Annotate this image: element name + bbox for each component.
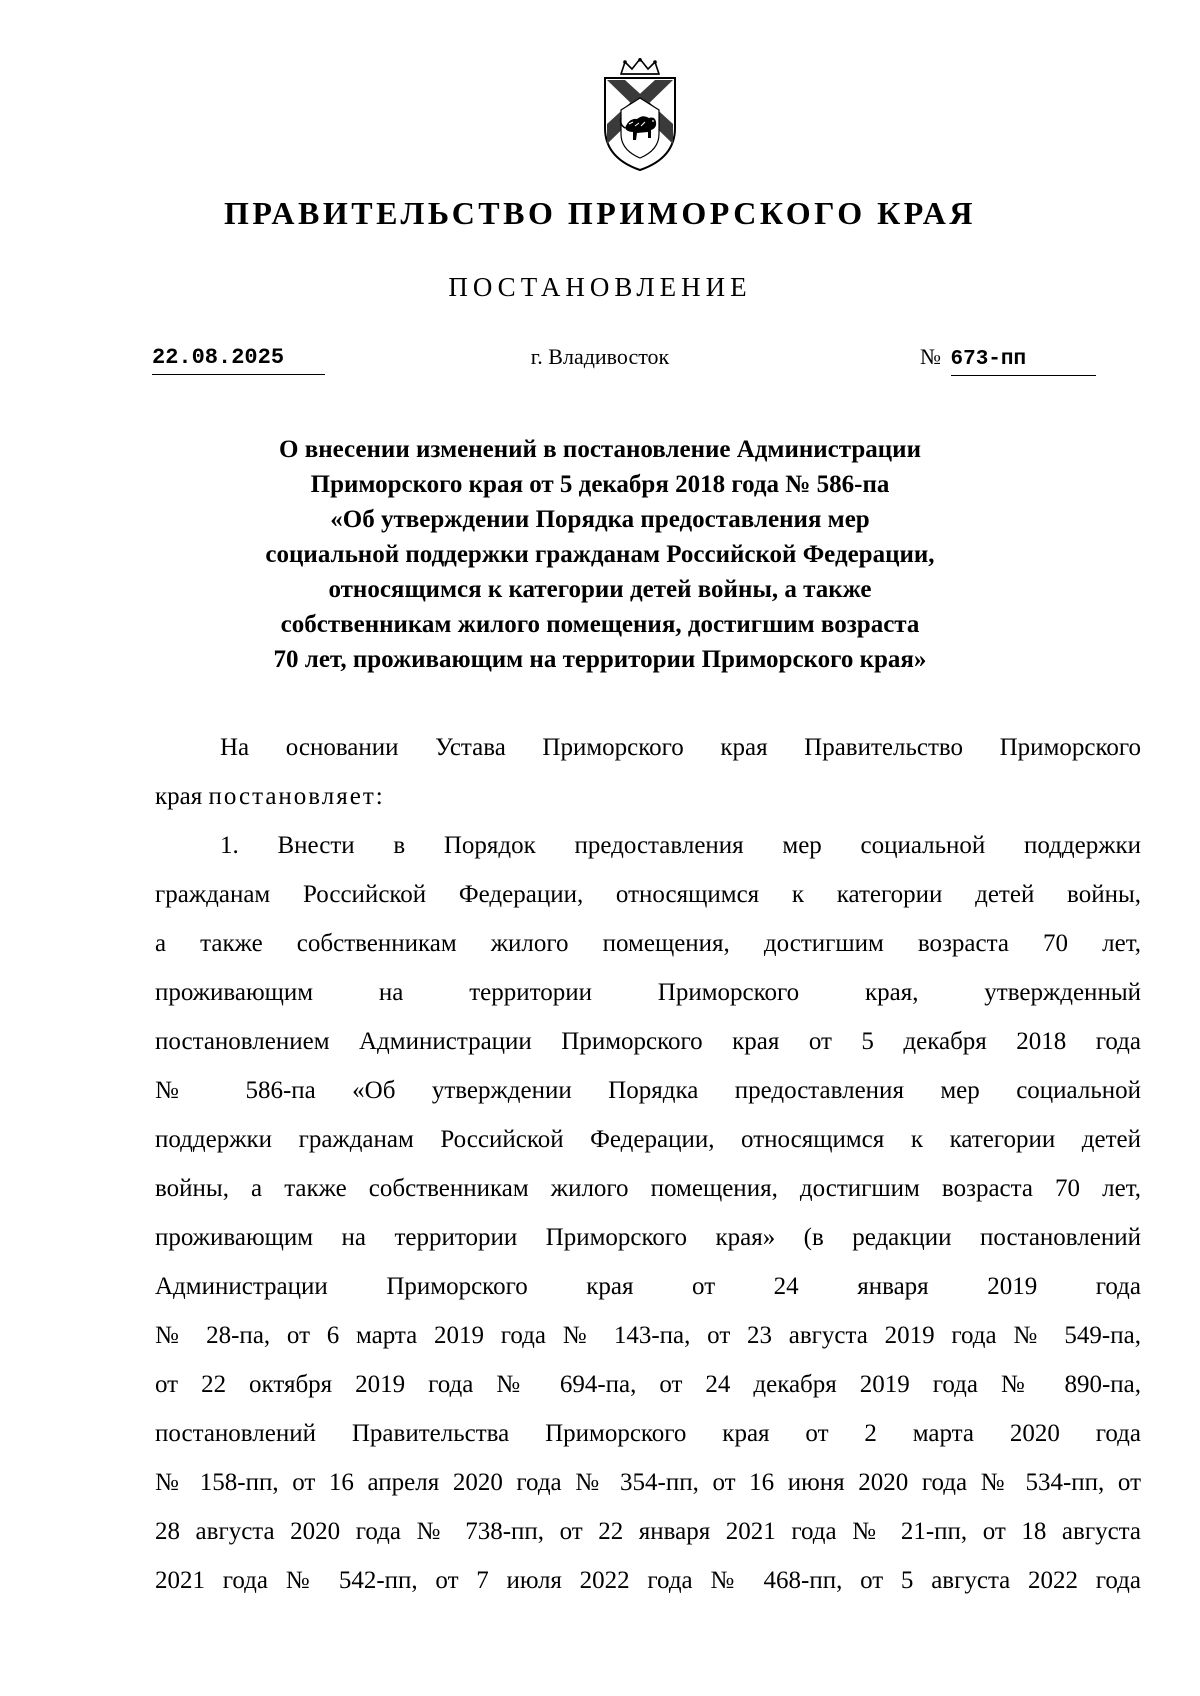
- document-date: 22.08.2025: [152, 345, 325, 375]
- coat-of-arms-emblem: [599, 58, 681, 174]
- subject-line: 70 лет, проживающим на территории Приморского края»: [273, 646, 927, 673]
- body-line: проживающим на территории Приморского края» (в редакции постановлений: [155, 1224, 1141, 1251]
- body-line: 2021 года № 542-пп, от 7 июля 2022 года № 468-пп, от 5 августа 2022 года: [155, 1567, 1141, 1594]
- document-number-label: №: [920, 344, 941, 369]
- resolves-word: постановляет:: [208, 783, 385, 810]
- document-number-value: 673-пп: [951, 348, 1096, 376]
- document-city: г. Владивосток: [530, 344, 670, 369]
- body-line: № 28-па, от 6 марта 2019 года № 143-па, от 23 августа 2019 года № 549-па,: [155, 1322, 1141, 1349]
- preamble-paragraph: [155, 723, 1141, 821]
- body-line: 1. Внести в Порядок предоставления мер социальной поддержки: [220, 832, 1141, 859]
- body-line: № 158-пп, от 16 апреля 2020 года № 354-пп, от 16 июня 2020 года № 534-пп, от: [155, 1469, 1141, 1496]
- body-line: постановлений Правительства Приморского края от 2 марта 2020 года: [155, 1420, 1141, 1447]
- body-line: Администрации Приморского края от 24 января 2019 года: [155, 1273, 1141, 1300]
- body-line: гражданам Российской Федерации, относящимся к категории детей войны,: [155, 881, 1141, 908]
- subject-line: «Об утверждении Порядка предоставления мер: [330, 506, 870, 533]
- document-subject: [180, 432, 1020, 677]
- body-line: постановлением Администрации Приморского края от 5 декабря 2018 года: [155, 1028, 1141, 1055]
- subject-line: относящимся к категории детей войны, а также: [328, 576, 872, 603]
- body-line: от 22 октября 2019 года № 694-па, от 24 декабря 2019 года № 890-па,: [155, 1371, 1141, 1398]
- item-1-paragraph: [155, 821, 1141, 1605]
- body-line: войны, а также собственникам жилого помещения, достигшим возраста 70 лет,: [155, 1175, 1141, 1202]
- subject-line: собственникам жилого помещения, достигшим возраста: [280, 611, 920, 638]
- subject-line: Приморского края от 5 декабря 2018 года № 586-па: [310, 471, 890, 498]
- subject-line: О внесении изменений в постановление Администрации: [279, 436, 921, 463]
- organization-title: ПРАВИТЕЛЬСТВО ПРИМОРСКОГО КРАЯ: [224, 195, 976, 231]
- body-line-text: края: [155, 783, 203, 810]
- body-line: [155, 772, 1141, 821]
- body-line: а также собственникам жилого помещения, достигшим возраста 70 лет,: [155, 930, 1141, 957]
- body-line: На основании Устава Приморского края Правительство Приморского: [220, 734, 1141, 761]
- document-type: ПОСТАНОВЛЕНИЕ: [448, 272, 752, 302]
- document-number: [920, 344, 1110, 376]
- body-line: 28 августа 2020 года № 738-пп, от 22 января 2021 года № 21-пп, от 18 августа: [155, 1518, 1141, 1545]
- body-line: проживающим на территории Приморского края, утвержденный: [155, 979, 1141, 1006]
- subject-line: социальной поддержки гражданам Российской Федерации,: [265, 541, 935, 568]
- document-body: [155, 723, 1141, 1605]
- body-line: поддержки гражданам Российской Федерации, относящимся к категории детей: [155, 1126, 1141, 1153]
- body-line: № 586-па «Об утверждении Порядка предоставления мер социальной: [155, 1077, 1141, 1104]
